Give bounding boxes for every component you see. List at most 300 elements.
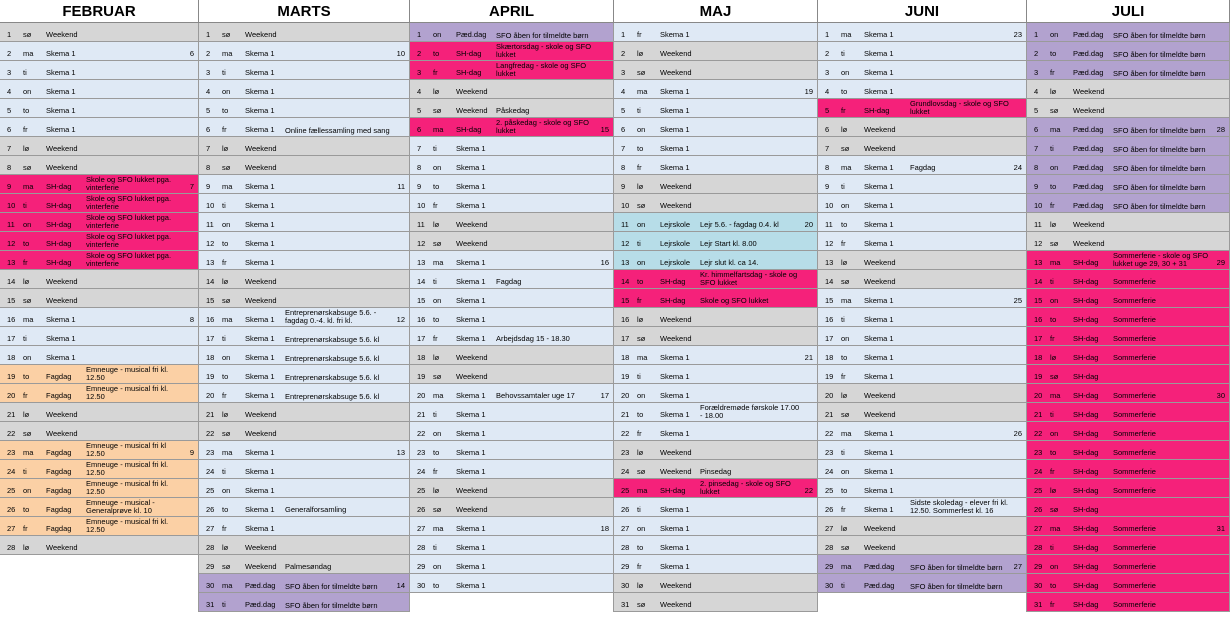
day-type: Skema 1 [660, 372, 690, 381]
weekday: ma [1050, 524, 1061, 533]
day-type: Skema 1 [245, 353, 275, 362]
day-type: SH-dag [1073, 372, 1099, 381]
day-row [0, 441, 199, 460]
day-type: SH-dag [1073, 296, 1099, 305]
empty-cell [0, 574, 199, 593]
day-type: Weekend [245, 30, 277, 39]
day-row [410, 61, 614, 80]
day-number: 8 [7, 163, 12, 172]
day-row [0, 384, 199, 403]
weekday: sø [1050, 505, 1059, 514]
day-type: Lejrskole [660, 220, 691, 229]
day-type: SH-dag [864, 106, 890, 115]
weekday: ma [1050, 391, 1061, 400]
weekday: sø [433, 372, 442, 381]
week-number: 27 [1013, 562, 1022, 571]
day-type: Skema 1 [245, 486, 275, 495]
weekday: sø [1050, 239, 1059, 248]
weekday: ma [637, 486, 648, 495]
week-number: 16 [600, 258, 609, 267]
day-type: Skema 1 [864, 315, 894, 324]
day-number: 2 [417, 49, 422, 58]
weekday: to [222, 239, 229, 248]
day-note: Kr. himmelfartsdag - skole og SFO lukket [700, 270, 798, 287]
day-number: 20 [7, 391, 16, 400]
day-number: 11 [206, 220, 214, 229]
day-type: Weekend [456, 372, 488, 381]
weekday: ti [637, 505, 641, 514]
weekday: lø [1050, 486, 1057, 495]
day-row [410, 536, 614, 555]
day-row [818, 308, 1027, 327]
day-type: Skema 1 [456, 144, 486, 153]
weekday: to [637, 277, 644, 286]
day-type: Weekend [864, 144, 896, 153]
day-number: 21 [825, 410, 834, 419]
week-number: 21 [804, 353, 813, 362]
day-number: 10 [206, 201, 215, 210]
day-type: Skema 1 [245, 49, 275, 58]
day-type: Skema 1 [456, 562, 486, 571]
day-row [1027, 384, 1230, 403]
day-number: 16 [417, 315, 426, 324]
weekday: ma [23, 49, 34, 58]
day-type: Weekend [245, 429, 277, 438]
day-note: SFO åben for tilmeldte børn [496, 31, 589, 40]
day-row [614, 194, 818, 213]
day-row [199, 365, 410, 384]
day-type: SH-dag [660, 296, 686, 305]
day-type: Lejrskole [660, 258, 691, 267]
day-number: 16 [825, 315, 834, 324]
day-type: Skema 1 [864, 505, 894, 514]
day-type: Skema 1 [245, 391, 275, 400]
day-row [1027, 99, 1230, 118]
day-row [818, 327, 1027, 346]
weekday: lø [637, 182, 644, 191]
weekday: to [1050, 448, 1057, 457]
weekday: lø [222, 543, 229, 552]
day-row [410, 574, 614, 593]
day-type: Weekend [46, 144, 78, 153]
weekday: ma [433, 391, 444, 400]
weekday: fr [841, 106, 846, 115]
day-number: 8 [621, 163, 626, 172]
weekday: to [23, 239, 30, 248]
day-note: Grundlovsdag - skole og SFO lukket [910, 99, 1009, 116]
weekday: fr [637, 30, 642, 39]
weekday: on [637, 220, 646, 229]
day-type: Weekend [660, 467, 692, 476]
day-number: 14 [7, 277, 16, 286]
weekday: fr [222, 391, 227, 400]
day-number: 1 [206, 30, 211, 39]
day-row [614, 441, 818, 460]
day-row [0, 156, 199, 175]
day-row [199, 593, 410, 612]
day-type: Skema 1 [245, 201, 275, 210]
day-type: SH-dag [1073, 581, 1099, 590]
day-number: 21 [417, 410, 426, 419]
day-row [410, 479, 614, 498]
day-number: 30 [417, 581, 426, 590]
weekday: on [1050, 30, 1059, 39]
day-row [1027, 574, 1230, 593]
day-type: Skema 1 [864, 334, 894, 343]
weekday: fr [23, 125, 28, 134]
day-number: 1 [417, 30, 422, 39]
day-type: Fagdag [46, 391, 72, 400]
day-type: Skema 1 [245, 106, 275, 115]
day-note: Behovssamtaler uge 17 [496, 391, 575, 400]
day-row [0, 61, 199, 80]
day-type: Skema 1 [456, 429, 486, 438]
week-number: 10 [396, 49, 405, 58]
day-type: Weekend [456, 220, 488, 229]
day-row [614, 536, 818, 555]
weekday: on [23, 486, 32, 495]
day-note: Skole og SFO lukket pga. vinterferie [86, 194, 172, 211]
day-note: Forældremøde førskole 17.00 - 18.00 [700, 403, 800, 420]
weekday: sø [637, 600, 646, 609]
weekday: ti [222, 68, 226, 77]
day-number: 3 [7, 68, 12, 77]
weekday: sø [222, 163, 231, 172]
day-note: SFO åben for tilmeldte børn [1113, 202, 1206, 211]
day-number: 2 [206, 49, 211, 58]
day-note: Fagdag [496, 277, 522, 286]
day-note: Sommerferie [1113, 315, 1156, 324]
weekday: lø [841, 391, 848, 400]
day-note: Sommerferie [1113, 296, 1156, 305]
day-type: Skema 1 [245, 448, 275, 457]
day-row [410, 422, 614, 441]
day-type: Skema 1 [245, 505, 275, 514]
day-type: Pæd.dag [1073, 49, 1104, 58]
day-number: 13 [417, 258, 426, 267]
day-type: Weekend [46, 429, 78, 438]
day-row [199, 289, 410, 308]
weekday: to [433, 49, 440, 58]
day-number: 10 [7, 201, 16, 210]
weekday: to [637, 410, 644, 419]
day-number: 14 [206, 277, 215, 286]
day-note: SFO åben for tilmeldte børn [1113, 164, 1206, 173]
day-row [1027, 555, 1230, 574]
day-type: Skema 1 [245, 68, 275, 77]
weekday: on [433, 296, 442, 305]
day-row [0, 498, 199, 517]
day-type: Skema 1 [456, 543, 486, 552]
day-number: 29 [1034, 562, 1043, 571]
day-number: 27 [621, 524, 630, 533]
weekday: lø [23, 277, 30, 286]
day-note: Sommerferie [1113, 486, 1156, 495]
day-type: Skema 1 [46, 106, 76, 115]
day-number: 7 [206, 144, 211, 153]
day-row [614, 498, 818, 517]
day-type: Weekend [660, 315, 692, 324]
weekday: lø [637, 315, 644, 324]
day-note: Entreprenørskabsuge 5.6. kl [285, 392, 380, 401]
day-number: 7 [1034, 144, 1039, 153]
day-type: Skema 1 [660, 543, 690, 552]
weekday: to [23, 505, 30, 514]
day-type: SH-dag [456, 49, 482, 58]
day-row [1027, 536, 1230, 555]
day-row [410, 403, 614, 422]
day-number: 24 [206, 467, 215, 476]
day-type: Pæd.dag [1073, 163, 1104, 172]
day-number: 22 [417, 429, 426, 438]
day-note: Emneuge - musical fri kl. 12.50 [86, 365, 169, 382]
day-row [818, 498, 1027, 517]
weekday: ma [841, 163, 852, 172]
empty-cell [410, 593, 614, 612]
day-type: Weekend [46, 277, 78, 286]
weekday: lø [637, 448, 644, 457]
day-type: Weekend [456, 353, 488, 362]
weekday: lø [23, 543, 30, 552]
day-type: Skema 1 [46, 49, 76, 58]
day-type: Weekend [1073, 220, 1105, 229]
day-number: 26 [7, 505, 16, 514]
day-row [0, 80, 199, 99]
day-row [0, 536, 199, 555]
day-row [410, 175, 614, 194]
day-number: 16 [7, 315, 16, 324]
day-row [199, 574, 410, 593]
day-row [199, 479, 410, 498]
day-number: 5 [7, 106, 12, 115]
day-type: Weekend [660, 334, 692, 343]
day-type: Skema 1 [660, 505, 690, 514]
day-number: 24 [417, 467, 426, 476]
weekday: to [433, 315, 440, 324]
day-number: 13 [825, 258, 834, 267]
weekday: on [637, 524, 646, 533]
day-row [1027, 156, 1230, 175]
month-column-februar [0, 0, 199, 617]
day-row [1027, 327, 1230, 346]
day-row [410, 384, 614, 403]
day-row [0, 289, 199, 308]
weekday: on [222, 486, 231, 495]
weekday: fr [433, 467, 438, 476]
day-row [1027, 137, 1230, 156]
day-number: 20 [825, 391, 834, 400]
day-number: 15 [1034, 296, 1043, 305]
day-type: Pæd.dag [1073, 144, 1104, 153]
month-column-maj [614, 0, 818, 617]
weekday: ma [23, 182, 34, 191]
weekday: to [222, 505, 229, 514]
day-number: 16 [621, 315, 630, 324]
weekday: ma [222, 581, 233, 590]
day-row [0, 232, 199, 251]
day-type: Weekend [245, 296, 277, 305]
day-type: Weekend [864, 277, 896, 286]
week-number: 7 [189, 182, 194, 191]
weekday: on [433, 562, 442, 571]
day-number: 12 [206, 239, 215, 248]
weekday: ti [637, 106, 641, 115]
day-note: Entreprenørskabsuge 5.6. kl [285, 373, 380, 382]
day-row [1027, 213, 1230, 232]
day-type: Skema 1 [864, 30, 894, 39]
day-row [0, 23, 199, 42]
day-row [410, 99, 614, 118]
day-row [199, 251, 410, 270]
weekday: sø [433, 239, 442, 248]
day-row [818, 517, 1027, 536]
weekday: ti [222, 201, 226, 210]
day-row [614, 23, 818, 42]
day-note: Sommerferie [1113, 277, 1156, 286]
day-number: 24 [1034, 467, 1043, 476]
weekday: fr [1050, 467, 1055, 476]
weekday: to [222, 372, 229, 381]
weekday: ma [23, 448, 34, 457]
day-row [199, 194, 410, 213]
day-number: 5 [621, 106, 626, 115]
weekday: lø [637, 581, 644, 590]
day-row [199, 175, 410, 194]
day-type: Weekend [456, 87, 488, 96]
day-row [410, 156, 614, 175]
day-type: Skema 1 [245, 467, 275, 476]
day-type: Weekend [245, 543, 277, 552]
day-note: Emneuge - musical fri kl 12.50 [86, 441, 167, 458]
day-row [818, 137, 1027, 156]
day-type: Fagdag [46, 448, 72, 457]
day-number: 29 [206, 562, 215, 571]
day-note: Online fællessamling med sang [285, 126, 390, 135]
day-number: 8 [206, 163, 211, 172]
day-number: 24 [7, 467, 16, 476]
day-row [614, 327, 818, 346]
month-column-april [410, 0, 614, 617]
day-note: Sommerferie [1113, 562, 1156, 571]
week-number: 14 [396, 581, 405, 590]
day-number: 4 [825, 87, 830, 96]
day-row [1027, 118, 1230, 137]
day-number: 7 [7, 144, 12, 153]
week-number: 28 [1216, 125, 1225, 134]
day-row [614, 555, 818, 574]
weekday: sø [637, 334, 646, 343]
weekday: sø [841, 410, 850, 419]
day-number: 28 [7, 543, 16, 552]
day-type: Weekend [245, 144, 277, 153]
day-type: Weekend [245, 562, 277, 571]
day-note: SFO åben for tilmeldte børn [1113, 31, 1206, 40]
day-row [1027, 517, 1230, 536]
day-row [410, 460, 614, 479]
weekday: ti [841, 182, 845, 191]
day-type: SH-dag [1073, 486, 1099, 495]
day-type: SH-dag [46, 182, 72, 191]
weekday: ti [433, 543, 437, 552]
day-row [199, 555, 410, 574]
weekday: fr [433, 68, 438, 77]
day-type: Weekend [46, 543, 78, 552]
weekday: lø [433, 87, 440, 96]
day-type: Skema 1 [456, 448, 486, 457]
day-row [410, 346, 614, 365]
day-type: Weekend [660, 600, 692, 609]
day-type: Weekend [864, 391, 896, 400]
day-note: Pinsedag [700, 467, 732, 476]
day-type: SH-dag [1073, 448, 1099, 457]
day-number: 28 [825, 543, 834, 552]
day-type: Pæd.dag [1073, 125, 1104, 134]
weekday: lø [222, 410, 229, 419]
weekday: ti [433, 410, 437, 419]
day-type: Skema 1 [456, 524, 486, 533]
day-type: Weekend [245, 410, 277, 419]
month-column-juli [1027, 0, 1230, 617]
day-row [199, 536, 410, 555]
day-number: 4 [206, 87, 211, 96]
day-number: 13 [7, 258, 16, 267]
day-number: 23 [825, 448, 834, 457]
empty-cell [0, 593, 199, 612]
day-number: 20 [206, 391, 215, 400]
day-number: 28 [206, 543, 215, 552]
day-number: 27 [417, 524, 426, 533]
day-type: Skema 1 [46, 334, 76, 343]
weekday: ma [222, 49, 233, 58]
day-row [410, 213, 614, 232]
day-number: 2 [7, 49, 12, 58]
day-type: Skema 1 [245, 87, 275, 96]
day-row [410, 251, 614, 270]
day-number: 19 [206, 372, 215, 381]
day-type: Skema 1 [660, 410, 690, 419]
day-row [410, 137, 614, 156]
day-type: Skema 1 [245, 125, 275, 134]
day-type: Skema 1 [245, 315, 275, 324]
day-type: Skema 1 [245, 220, 275, 229]
day-number: 25 [1034, 486, 1043, 495]
day-number: 14 [825, 277, 834, 286]
day-row [614, 270, 818, 289]
day-row [614, 517, 818, 536]
day-type: Weekend [245, 163, 277, 172]
day-note: SFO åben for tilmeldte børn [1113, 50, 1206, 59]
day-number: 9 [1034, 182, 1039, 191]
weekday: ti [841, 315, 845, 324]
weekday: to [637, 144, 644, 153]
day-type: Weekend [1073, 87, 1105, 96]
weekday: sø [637, 68, 646, 77]
day-type: Pæd.dag [1073, 30, 1104, 39]
weekday: ti [222, 600, 226, 609]
day-number: 1 [621, 30, 626, 39]
day-type: Skema 1 [245, 372, 275, 381]
day-number: 26 [1034, 505, 1043, 514]
day-row [1027, 80, 1230, 99]
weekday: fr [23, 391, 28, 400]
day-type: Pæd.dag [1073, 201, 1104, 210]
weekday: lø [841, 125, 848, 134]
day-number: 14 [621, 277, 630, 286]
day-note: Lejr slut kl. ca 14. [700, 258, 759, 267]
day-row [0, 365, 199, 384]
day-row [410, 555, 614, 574]
day-number: 3 [1034, 68, 1039, 77]
